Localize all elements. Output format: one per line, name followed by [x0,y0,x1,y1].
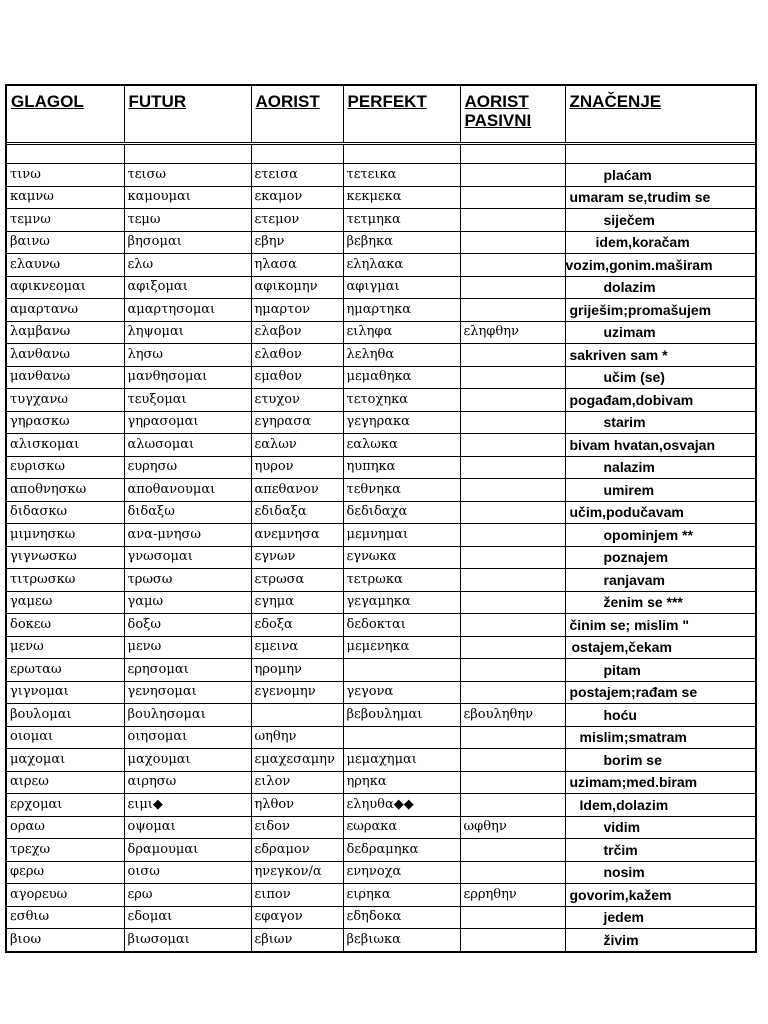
glagol-cell: μαχομαι [7,749,124,772]
perfekt-cell: λεληθα [343,344,460,367]
perfekt-cell: δεδραμηκα [343,839,460,862]
meaning-text: nalazim [603,459,655,476]
aorist-pasivni-cell [460,344,565,367]
table-row [7,816,755,839]
glagol-cell: διδασκω [7,501,124,524]
znacenje-cell [565,231,755,254]
table-row [7,704,755,727]
perfekt-cell: βεβουλημαι [343,704,460,727]
aorist-pasivni-cell [460,636,565,659]
znacenje-cell [565,479,755,502]
meaning-text: umirem [603,481,655,498]
futur-cell: εδομαι [124,906,251,929]
glagol-cell: οραω [7,816,124,839]
table-row [7,254,755,277]
glagol-cell: εσθιω [7,906,124,929]
meaning-text: pitam [603,661,641,678]
aorist-pasivni-cell [460,456,565,479]
znacenje-cell [565,209,755,232]
aorist-cell: ελαβον [251,321,343,344]
aorist-cell: ειδον [251,816,343,839]
aorist-cell: ηλθον [251,794,343,817]
futur-cell: διδαξω [124,501,251,524]
perfekt-cell: ειρηκα [343,884,460,907]
glagol-cell: αγορευω [7,884,124,907]
glagol-cell: βαινω [7,231,124,254]
aorist-cell: ημαρτον [251,299,343,322]
glagol-cell: αλισκομαι [7,434,124,457]
futur-cell: γηρασομαι [124,411,251,434]
table-row [7,906,755,929]
aorist-cell [251,704,343,727]
perfekt-cell: εληλακα [343,254,460,277]
meaning-text: nosim [603,864,645,881]
aorist-cell: εβιων [251,929,343,951]
meaning-text: ostajem,čekam [571,639,672,656]
perfekt-cell: ενηνοχα [343,861,460,884]
table-row [7,524,755,547]
table-row [7,591,755,614]
table-row [7,659,755,682]
table-row [7,771,755,794]
glagol-cell: ερωταω [7,659,124,682]
table-row [7,614,755,637]
znacenje-cell [565,524,755,547]
znacenje-cell [565,254,755,277]
aorist-pasivni-cell [460,659,565,682]
futur-cell: ευρησω [124,456,251,479]
futur-cell: γνωσομαι [124,546,251,569]
znacenje-cell [565,591,755,614]
perfekt-cell: δεδοκται [343,614,460,637]
glagol-cell: γηρασκω [7,411,124,434]
perfekt-cell: δεδιδαχα [343,501,460,524]
aorist-cell: εγενομην [251,681,343,704]
table-row [7,929,755,951]
aorist-cell: εμαχεσαμην [251,749,343,772]
meaning-text: ranjavam [603,571,665,588]
aorist-pasivni-cell [460,479,565,502]
futur-cell: οιησομαι [124,726,251,749]
glagol-cell: αποθνησκω [7,479,124,502]
znacenje-cell [565,299,755,322]
perfekt-cell: τετοχηκα [343,389,460,412]
aorist-cell: απεθανον [251,479,343,502]
glagol-cell: ελαυνω [7,254,124,277]
perfekt-cell [343,659,460,682]
glagol-cell: βιοω [7,929,124,951]
futur-cell: τεισω [124,164,251,187]
futur-cell: βουλησομαι [124,704,251,727]
verb-table-body [7,144,755,951]
znacenje-cell [565,771,755,794]
aorist-pasivni-cell [460,569,565,592]
glagol-cell: βουλομαι [7,704,124,727]
aorist-cell: εαλων [251,434,343,457]
perfekt-cell: εωρακα [343,816,460,839]
aorist-pasivni-cell [460,411,565,434]
aorist-pasivni-cell [460,726,565,749]
futur-cell: τρωσω [124,569,251,592]
meaning-text: govorim,kažem [569,886,672,903]
aorist-pasivni-cell [460,524,565,547]
table-row [7,861,755,884]
meaning-text: jedem [603,909,644,926]
empty-cell [251,144,343,164]
futur-cell: γενησομαι [124,681,251,704]
table-row [7,186,755,209]
glagol-cell: γιγνωσκω [7,546,124,569]
meaning-text: ženim se *** [603,594,683,611]
futur-cell: βιωσομαι [124,929,251,951]
aorist-cell: ηυρον [251,456,343,479]
verb-table [7,86,755,951]
futur-cell: ερω [124,884,251,907]
header-aorist-pasivni: AORIST PASIVNI [460,86,565,144]
header-glagol: GLAGOL [7,86,124,144]
aorist-cell: εγημα [251,591,343,614]
znacenje-cell [565,636,755,659]
aorist-cell: εμεινα [251,636,343,659]
aorist-pasivni-cell [460,254,565,277]
glagol-cell: τινω [7,164,124,187]
perfekt-cell: ηρηκα [343,771,460,794]
meaning-text: učim (se) [603,369,665,386]
meaning-text: Idem,dolazim [579,796,669,813]
aorist-pasivni-cell [460,614,565,637]
glagol-cell: τυγχανω [7,389,124,412]
perfekt-cell: βεβηκα [343,231,460,254]
perfekt-cell: τετεικα [343,164,460,187]
meaning-text: učim,podučavam [569,504,684,521]
table-row [7,321,755,344]
aorist-cell: εφαγον [251,906,343,929]
empty-cell [7,144,124,164]
futur-cell: τευξομαι [124,389,251,412]
znacenje-cell [565,704,755,727]
perfekt-cell: αφιγμαι [343,276,460,299]
znacenje-cell [565,321,755,344]
aorist-cell: εδραμον [251,839,343,862]
aorist-cell: εβην [251,231,343,254]
aorist-pasivni-cell: ερρηθην [460,884,565,907]
header-futur: FUTUR [124,86,251,144]
futur-cell: ληψομαι [124,321,251,344]
perfekt-cell: μεμαθηκα [343,366,460,389]
futur-cell: αλωσομαι [124,434,251,457]
table-row [7,681,755,704]
aorist-pasivni-cell [460,546,565,569]
aorist-pasivni-cell [460,861,565,884]
glagol-cell: αφικνεομαι [7,276,124,299]
aorist-pasivni-cell: ωφθην [460,816,565,839]
znacenje-cell [565,794,755,817]
meaning-text: mislim;smatram [579,729,687,746]
meaning-text: poznajem [603,549,669,566]
meaning-text: siječem [603,211,655,228]
meaning-text: umaram se,trudim se [569,189,711,206]
perfekt-cell: μεμνημαι [343,524,460,547]
table-row [7,411,755,434]
znacenje-cell [565,434,755,457]
perfekt-cell: εδηδοκα [343,906,460,929]
glagol-cell: λανθανω [7,344,124,367]
futur-cell: αιρησω [124,771,251,794]
aorist-pasivni-cell [460,434,565,457]
glagol-cell: καμνω [7,186,124,209]
perfekt-cell: μεμαχημαι [343,749,460,772]
perfekt-cell: ειληφα [343,321,460,344]
perfekt-cell: εληυθα◆◆ [343,794,460,817]
glagol-cell: μενω [7,636,124,659]
aorist-pasivni-cell [460,681,565,704]
znacenje-cell [565,906,755,929]
meaning-text: idem,koračam [595,234,690,251]
table-row [7,501,755,524]
aorist-pasivni-cell [460,164,565,187]
meaning-text: postajem;rađam se [569,684,698,701]
perfekt-cell: τετρωκα [343,569,460,592]
aorist-pasivni-cell [460,906,565,929]
meaning-text: plaćam [603,166,652,183]
meaning-text: opominjem ** [603,526,693,543]
header-row [7,86,755,144]
perfekt-cell: τεθνηκα [343,479,460,502]
perfekt-cell [343,726,460,749]
empty-cell [565,144,755,164]
aorist-cell: ετεισα [251,164,343,187]
table-row [7,726,755,749]
aorist-pasivni-cell [460,929,565,951]
empty-cell [343,144,460,164]
znacenje-cell [565,366,755,389]
futur-cell: μαχουμαι [124,749,251,772]
znacenje-cell [565,749,755,772]
glagol-cell: τιτρωσκω [7,569,124,592]
table-row [7,479,755,502]
perfekt-cell: εγνωκα [343,546,460,569]
znacenje-cell [565,861,755,884]
futur-cell: αφιξομαι [124,276,251,299]
perfekt-cell: βεβιωκα [343,929,460,951]
znacenje-cell [565,501,755,524]
meaning-text: sakriven sam * [569,346,668,363]
meaning-text: dolazim [603,279,656,296]
header-perfekt: PERFEKT [343,86,460,144]
meaning-text: uzimam [603,324,656,341]
aorist-cell: ετρωσα [251,569,343,592]
futur-cell: δοξω [124,614,251,637]
znacenje-cell [565,186,755,209]
glagol-cell: ερχομαι [7,794,124,817]
perfekt-cell: μεμενηκα [343,636,460,659]
futur-cell: αμαρτησομαι [124,299,251,322]
aorist-cell: ανεμνησα [251,524,343,547]
futur-cell: ειμι◆ [124,794,251,817]
znacenje-cell [565,839,755,862]
znacenje-cell [565,164,755,187]
perfekt-cell: ημαρτηκα [343,299,460,322]
aorist-pasivni-cell [460,366,565,389]
aorist-cell: εδοξα [251,614,343,637]
aorist-cell: εγηρασα [251,411,343,434]
futur-cell: τεμω [124,209,251,232]
empty-cell [124,144,251,164]
znacenje-cell [565,411,755,434]
aorist-cell: ειπον [251,884,343,907]
table-row [7,569,755,592]
table-row [7,636,755,659]
meaning-text: borim se [603,751,662,768]
znacenje-cell [565,681,755,704]
aorist-pasivni-cell [460,186,565,209]
futur-cell: ελω [124,254,251,277]
glagol-cell: οιομαι [7,726,124,749]
znacenje-cell [565,569,755,592]
perfekt-cell: ηυπηκα [343,456,460,479]
table-row [7,231,755,254]
table-row [7,276,755,299]
aorist-cell: εγνων [251,546,343,569]
glagol-cell: τρεχω [7,839,124,862]
aorist-pasivni-cell [460,299,565,322]
futur-cell: μανθησομαι [124,366,251,389]
futur-cell: μενω [124,636,251,659]
perfekt-cell: εαλωκα [343,434,460,457]
table-row [7,749,755,772]
glagol-cell: μιμνησκω [7,524,124,547]
futur-cell: γαμω [124,591,251,614]
header-znacenje: ZNAČENJE [565,86,755,144]
aorist-pasivni-cell [460,389,565,412]
glagol-cell: αμαρτανω [7,299,124,322]
verb-table-frame [5,84,757,953]
aorist-cell: εκαμον [251,186,343,209]
znacenje-cell [565,276,755,299]
aorist-pasivni-cell: εβουληθην [460,704,565,727]
aorist-cell: ωηθην [251,726,343,749]
znacenje-cell [565,456,755,479]
meaning-text: uzimam;med.biram [569,774,698,791]
aorist-pasivni-cell [460,771,565,794]
table-row [7,839,755,862]
aorist-cell: ηρομην [251,659,343,682]
perfekt-cell: γεγονα [343,681,460,704]
glagol-cell: δοκεω [7,614,124,637]
aorist-pasivni-cell [460,209,565,232]
aorist-cell: εδιδαξα [251,501,343,524]
futur-cell: λησω [124,344,251,367]
aorist-pasivni-cell [460,591,565,614]
aorist-pasivni-cell [460,276,565,299]
futur-cell: ερησομαι [124,659,251,682]
znacenje-cell [565,614,755,637]
futur-cell: οισω [124,861,251,884]
aorist-pasivni-cell [460,231,565,254]
meaning-text: vidim [603,819,641,836]
znacenje-cell [565,929,755,951]
meaning-text: starim [603,414,646,431]
futur-cell: οψομαι [124,816,251,839]
table-row [7,209,755,232]
table-row [7,794,755,817]
glagol-cell: λαμβανω [7,321,124,344]
glagol-cell: μανθανω [7,366,124,389]
perfekt-cell: κεκμεκα [343,186,460,209]
empty-row [7,144,755,164]
futur-cell: βησομαι [124,231,251,254]
glagol-cell: ευρισκω [7,456,124,479]
meaning-text: vozim,gonim.maširam [565,256,713,273]
table-row [7,366,755,389]
table-row [7,434,755,457]
aorist-pasivni-cell: εληφθην [460,321,565,344]
aorist-pasivni-cell [460,839,565,862]
znacenje-cell [565,659,755,682]
znacenje-cell [565,816,755,839]
meaning-text: hoću [603,706,637,723]
futur-cell: δραμουμαι [124,839,251,862]
meaning-text: bivam hvatan,osvajan [569,436,716,453]
aorist-cell: ελαθον [251,344,343,367]
aorist-cell: ηνεγκον/α [251,861,343,884]
futur-cell: καμουμαι [124,186,251,209]
meaning-text: griješim;promašujem [569,301,712,318]
meaning-text: trčim [603,841,638,858]
glagol-cell: τεμνω [7,209,124,232]
table-row [7,344,755,367]
meaning-text: pogađam,dobivam [569,391,694,408]
aorist-cell: ετεμον [251,209,343,232]
table-row [7,164,755,187]
znacenje-cell [565,546,755,569]
futur-cell: ανα-μνησω [124,524,251,547]
perfekt-cell: τετμηκα [343,209,460,232]
empty-cell [460,144,565,164]
znacenje-cell [565,884,755,907]
glagol-cell: γαμεω [7,591,124,614]
aorist-cell: ηλασα [251,254,343,277]
aorist-cell: ετυχον [251,389,343,412]
meaning-text: živim [603,931,639,948]
aorist-cell: ειλον [251,771,343,794]
aorist-pasivni-cell [460,794,565,817]
glagol-cell: γιγνομαι [7,681,124,704]
aorist-cell: εμαθον [251,366,343,389]
znacenje-cell [565,389,755,412]
glagol-cell: αιρεω [7,771,124,794]
table-row [7,299,755,322]
znacenje-cell [565,344,755,367]
meaning-text: činim se; mislim " [569,616,689,633]
table-row [7,884,755,907]
perfekt-cell: γεγηρακα [343,411,460,434]
aorist-pasivni-cell [460,749,565,772]
table-row [7,456,755,479]
futur-cell: αποθανουμαι [124,479,251,502]
aorist-pasivni-cell [460,501,565,524]
header-aorist: AORIST [251,86,343,144]
perfekt-cell: γεγαμηκα [343,591,460,614]
glagol-cell: φερω [7,861,124,884]
table-row [7,389,755,412]
table-row [7,546,755,569]
znacenje-cell [565,726,755,749]
aorist-cell: αφικομην [251,276,343,299]
